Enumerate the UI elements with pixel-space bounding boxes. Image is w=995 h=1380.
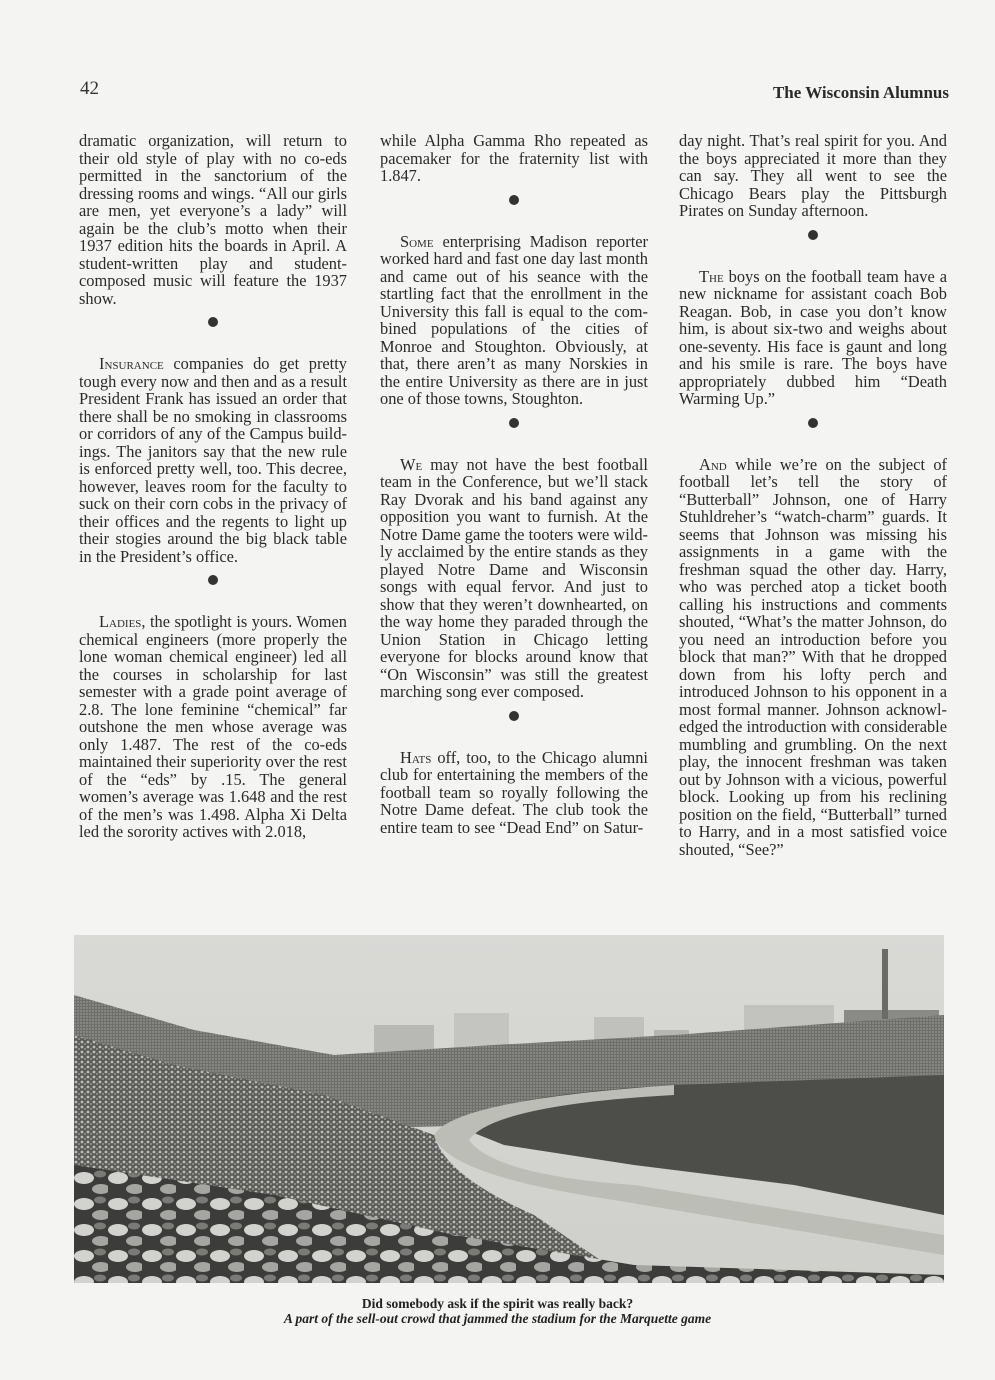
paragraph-text: day night. That’s real spirit for you. And the boys appreciated it more than they can say. They all went to see the Chicago Bears play the Pittsburgh Pirates on Sunday afternoon. <box>679 131 947 220</box>
paragraph-lead-word: Some <box>400 231 434 251</box>
section-divider-bullet-icon <box>509 195 519 205</box>
article-paragraph <box>79 355 347 565</box>
photo-caption-title: Did somebody ask if the spirit was really back? <box>361 1296 634 1311</box>
running-head: The Wisconsin Alumnus <box>772 83 949 102</box>
article-paragraph <box>380 749 648 837</box>
paragraph-text: companies do get pretty tough every now and then and as a result President Frank has issued an order that there shall be no smoking in classrooms or corridors of any of the Campus buildings. The janitors say that the new rule is enforced pretty well, too. This decree, however, leaves room for the faculty to suck on their corn cobs in the privacy of their offices and the regents to light up their stogies around the big black table in the President’s office. <box>79 354 347 566</box>
section-divider-bullet-icon <box>808 230 818 240</box>
paragraph-lead-word: Ladies <box>99 612 142 631</box>
article-paragraph <box>679 132 947 220</box>
paragraph-text: , the spotlight is yours. Women chemical engineers (more properly the lone woman chemical engineer) led all the courses in scholarship for last semester with a grade point average of 2.8. The lone feminine “chemical” far outshone the men whose average was only 1.487. The rest of the co-eds maintained their superiority over the rest of the “eds” by .15. The general women’s average was 1.648 and the rest of the men’s was 1.498. Alpha Xi Delta led the sorority actives with 2.018, <box>79 612 347 841</box>
section-divider-bullet-icon <box>509 711 519 721</box>
paragraph-lead-word: The <box>699 266 724 286</box>
section-divider-bullet-icon <box>509 418 519 428</box>
column-2 <box>380 132 648 836</box>
paragraph-text: while we’re on the subject of football let’s tell the story of “Butterball” Johnson, one of Harry Stuhldreher’s “watch-charm” guards. It seems that Johnson was missing his assignments in a game with the freshman squad the other day. Harry, who was perched atop a ticket booth calling his instructions and comments shouted, “What’s the matter Johnson, do you need an introduction before you block that man?” With that he dropped down from his lofty perch and introduced Johnson to his opponent in a most formal manner. Johnson acknowledged the introduction with considerable mumbling and grumbling. On the next play, the innocent freshman was taken out by Johnson with a vicious, powerful block. Looking up from his reclining position on the field, “Butterball” turned to Harry, and in a most satisfied voice shouted, “See?” <box>679 454 947 859</box>
paragraph-text: off, too, to the Chicago alumni club for entertaining the members of the football team so royally following the Notre Dame defeat. The club took the entire team to see “Dead End” on Satur- <box>380 747 648 837</box>
column-3 <box>679 132 947 858</box>
paragraph-text: boys on the football team have a new nickname for assistant coach Bob Reagan. Bob, in case you don’t know him, is about six-two and weighs about one-seventy. His face is gaunt and long and his smile is rare. The boys have appropriately dubbed him “Death Warming Up.” <box>679 266 947 408</box>
paragraph-text: while Alpha Gamma Rho repeated as pacemaker for the fraternity list with 1.847. <box>380 131 648 185</box>
article-paragraph <box>79 132 347 307</box>
paragraph-lead-word: Insurance <box>99 354 164 373</box>
article-paragraph <box>380 233 648 408</box>
section-divider-bullet-icon <box>208 575 218 585</box>
page-number: 42 <box>80 78 99 99</box>
article-paragraph <box>679 268 947 408</box>
paragraph-lead-word: We <box>400 454 423 474</box>
stadium-photo-illustration <box>74 935 944 1283</box>
article-paragraph <box>380 456 648 701</box>
article-paragraph <box>679 456 947 859</box>
article-paragraph <box>79 613 347 841</box>
section-divider-bullet-icon <box>208 317 218 327</box>
article-paragraph <box>380 132 648 185</box>
section-divider-bullet-icon <box>808 418 818 428</box>
photo-caption-subtitle: A part of the sell-out crowd that jammed the stadium for the Marquette game <box>283 1311 712 1326</box>
smokestack <box>882 949 888 1019</box>
stadium-photo <box>74 935 944 1283</box>
paragraph-text: may not have the best football team in the Conference, but we’ll stack Ray Dvorak and his band against any opposition you want to furnish. At the Notre Dame game the tooters were wildly acclaimed by the entire stands as they played Notre Dame and Wisconsin songs with equal fervor. And just to show that they weren’t downhearted, on the way home they paraded through the Union Station in Chicago letting everyone for blocks around know that “On Wisconsin” was still the greatest marching song ever composed. <box>380 454 648 701</box>
column-1 <box>79 132 347 841</box>
paragraph-text: dramatic organization, will return to their old style of play with no co-eds permitted in the sanctorium of the dressing rooms and wings. “All our girls are men, yet everyone’s a lady” will again be the club’s motto when their 1937 edition hits the boards in April. A student-written play and student-composed music will feature the 1937 show. <box>79 131 347 308</box>
paragraph-text: enterprising Madison reporter worked hard and fast one day last month and came out of his seance with the startling fact that the enrollment in the University this fall is equal to the combined populations of the cities of Monroe and Stoughton. Obviously, at that, there aren’t as many Norskies in the entire University as there are in just one of those towns, Stoughton. <box>380 231 648 408</box>
paragraph-lead-word: Hats <box>400 747 432 767</box>
paragraph-lead-word: And <box>699 454 727 474</box>
